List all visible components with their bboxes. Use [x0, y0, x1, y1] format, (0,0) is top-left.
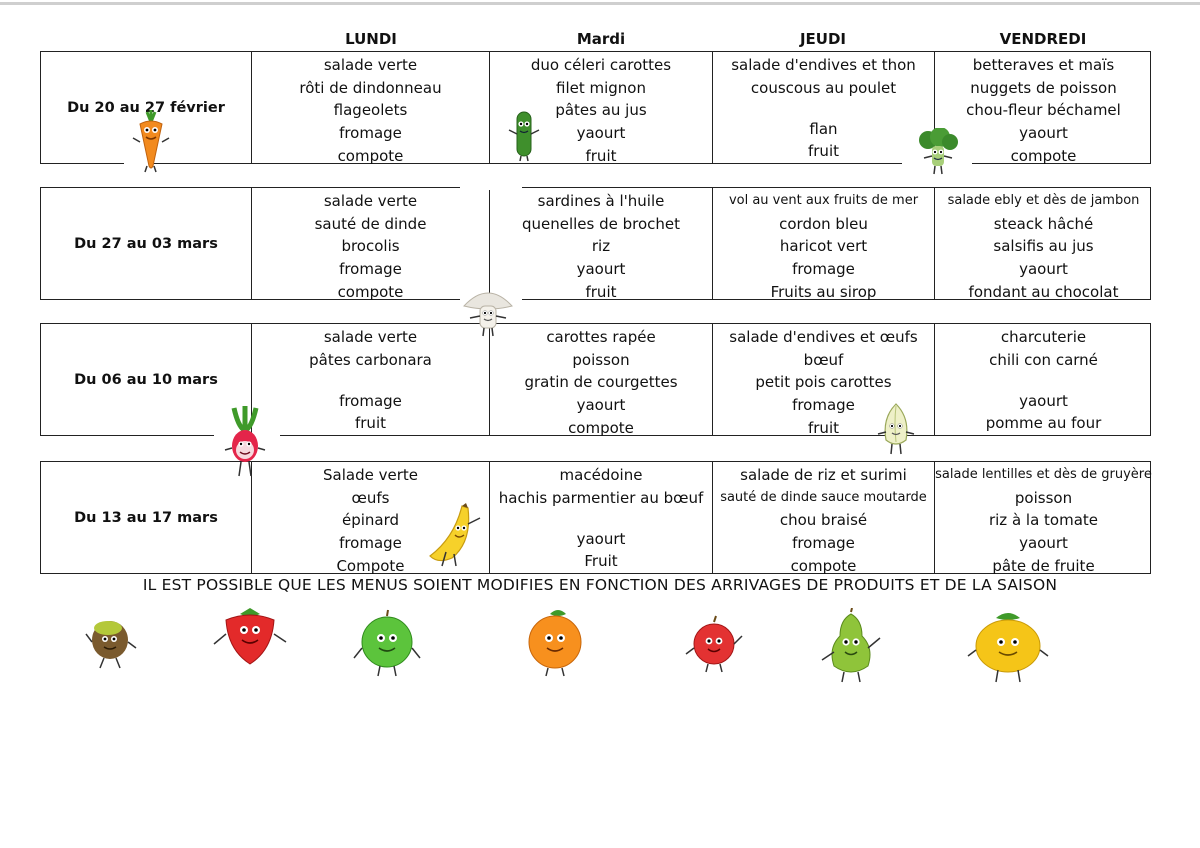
dish-item: salade ebly et dès de jambon — [947, 193, 1140, 208]
dish-item: gratin de courgettes — [524, 373, 678, 392]
dish-item: Fruit — [584, 552, 618, 571]
dish-item: salade verte — [323, 328, 418, 346]
dish-item: poisson — [572, 350, 630, 369]
dish-item: carottes rapée — [546, 328, 656, 346]
dish-item: fruit — [807, 142, 839, 161]
dish-item: duo céleri carottes — [530, 56, 672, 74]
dish-item: salade verte — [323, 192, 418, 210]
day-header-3: VENDREDI — [999, 30, 1087, 48]
orange-mascot-icon — [520, 608, 590, 678]
dish-item: œufs — [351, 488, 390, 507]
dish-item: fromage — [792, 534, 855, 553]
day-header-2: JEUDI — [799, 30, 847, 48]
menu-cell — [252, 188, 490, 299]
dish-item: fromage — [339, 260, 402, 279]
dish-item: yaourt — [1019, 391, 1068, 410]
carrot-mascot-icon — [130, 108, 172, 174]
dish-item: Salade verte — [323, 466, 418, 484]
menu-cell — [252, 52, 490, 163]
menu-cell — [935, 324, 1152, 435]
dish-item: fromage — [339, 391, 402, 410]
menu-cell — [713, 52, 935, 163]
day-header-0: LUNDI — [345, 30, 397, 48]
red-apple-mascot-icon — [684, 614, 744, 674]
dish-item — [935, 371, 1152, 389]
dish-item: quenelles de brochet — [521, 214, 681, 233]
dish-item: yaourt — [1019, 260, 1068, 279]
dish-item: flageolets — [333, 101, 408, 120]
dish-item — [252, 371, 489, 389]
menu-cell — [713, 188, 935, 299]
dish-item: salade d'endives et thon — [731, 56, 916, 74]
dish-item: brocolis — [341, 237, 400, 256]
dish-item: bœuf — [803, 350, 844, 369]
dish-item: betteraves et maïs — [972, 56, 1115, 74]
dish-item: fromage — [792, 260, 855, 279]
dish-item: steack hâché — [993, 214, 1094, 233]
dish-item: flan — [809, 119, 838, 138]
dish-item: pâte de fruite — [992, 556, 1095, 575]
menu-cell — [490, 462, 713, 573]
dish-item: épinard — [341, 511, 400, 530]
border-gap — [460, 184, 522, 190]
dish-item: salade lentilles et dès de gruyère — [935, 467, 1152, 482]
menu-cell — [935, 52, 1152, 163]
week-row — [40, 51, 1151, 164]
dish-item: yaourt — [1019, 124, 1068, 143]
week-label: Du 27 au 03 mars — [41, 188, 252, 299]
banana-mascot-icon — [424, 502, 484, 570]
menu-cell — [935, 188, 1152, 299]
dish-item: nuggets de poisson — [970, 78, 1117, 97]
week-row — [40, 187, 1151, 300]
dish-item: poisson — [1014, 488, 1073, 507]
dish-item: vol au vent aux fruits de mer — [728, 193, 919, 208]
dish-item: chou braisé — [779, 511, 868, 530]
dish-item: yaourt — [1019, 534, 1068, 553]
notice-text: IL EST POSSIBLE QUE LES MENUS SOIENT MODIFIES EN FONCTION DES ARRIVAGES DE PRODUITS ET DE LA SAISON — [142, 576, 1058, 594]
dish-item: salade verte — [323, 56, 418, 74]
dish-item: cordon bleu — [779, 214, 868, 233]
dish-item: compote — [337, 146, 404, 165]
week-row — [40, 461, 1151, 574]
dish-item: chou-fleur béchamel — [966, 101, 1121, 120]
dish-item: hachis parmentier au bœuf — [498, 488, 704, 507]
dish-item: Fruits au sirop — [770, 282, 877, 301]
dish-item: sauté de dinde — [314, 214, 427, 233]
dish-item: charcuterie — [1000, 328, 1087, 346]
dish-item: chili con carné — [989, 350, 1098, 369]
dish-item: pâtes au jus — [555, 101, 647, 120]
dish-item: haricot vert — [779, 237, 868, 256]
menu-cell — [490, 188, 713, 299]
dish-item: salsifis au jus — [993, 237, 1094, 256]
week-label: Du 13 au 17 mars — [41, 462, 252, 573]
dish-item: pâtes carbonara — [309, 350, 432, 369]
dish-item: petit pois carottes — [755, 373, 892, 392]
menu-cell — [713, 462, 935, 573]
dish-item: pomme au four — [985, 414, 1102, 433]
dish-item: macédoine — [559, 466, 643, 484]
dish-item: fromage — [339, 124, 402, 143]
strawberry-mascot-icon — [212, 606, 288, 670]
dish-item: fondant au chocolat — [968, 282, 1119, 301]
dish-item: yaourt — [576, 396, 626, 415]
dish-item: compote — [568, 418, 634, 437]
dish-item: fruit — [585, 282, 617, 301]
dish-item: couscous au poulet — [750, 78, 897, 97]
endive-mascot-icon — [874, 402, 918, 458]
dish-item — [490, 509, 712, 527]
dish-item: riz à la tomate — [988, 511, 1099, 530]
radish-mascot-icon — [222, 404, 268, 480]
dish-item: rôti de dindonneau — [299, 78, 442, 97]
menu-cell — [490, 324, 713, 435]
week-row — [40, 323, 1151, 436]
week-label: Du 20 au 27 février — [41, 52, 252, 163]
kiwi-mascot-icon — [84, 612, 140, 670]
dish-item: salade de riz et surimi — [740, 466, 907, 484]
broccoli-mascot-icon — [914, 128, 962, 176]
dish-item: fruit — [585, 146, 617, 165]
dish-item: compote — [337, 282, 404, 301]
dish-item: riz — [591, 237, 611, 256]
mushroom-mascot-icon — [460, 286, 516, 338]
dish-item: yaourt — [576, 529, 626, 548]
dish-item: compote — [790, 556, 857, 575]
week-label: Du 06 au 10 mars — [41, 324, 252, 435]
day-header-1: Mardi — [576, 30, 626, 48]
dish-item: compote — [1010, 146, 1077, 165]
dish-item: fruit — [354, 414, 386, 433]
pear-mascot-icon — [816, 608, 886, 684]
dish-item: sardines à l'huile — [537, 192, 665, 210]
menu-cell — [935, 462, 1152, 573]
dish-item: filet mignon — [556, 78, 646, 97]
dish-item: salade d'endives et œufs — [729, 328, 918, 346]
dish-item: fruit — [807, 418, 839, 437]
cucumber-mascot-icon — [506, 110, 542, 162]
green-apple-mascot-icon — [352, 608, 422, 678]
dish-item: sauté de dinde sauce moutarde — [720, 489, 927, 505]
dish-item: Compote — [336, 556, 405, 575]
lemon-mascot-icon — [966, 610, 1050, 686]
dish-item: yaourt — [576, 260, 626, 279]
dish-item: fromage — [339, 534, 402, 553]
top-edge-line — [0, 2, 1200, 5]
dish-item: yaourt — [576, 124, 626, 143]
menu-cell — [252, 324, 490, 435]
dish-item: fromage — [792, 396, 855, 415]
dish-item — [713, 99, 934, 117]
